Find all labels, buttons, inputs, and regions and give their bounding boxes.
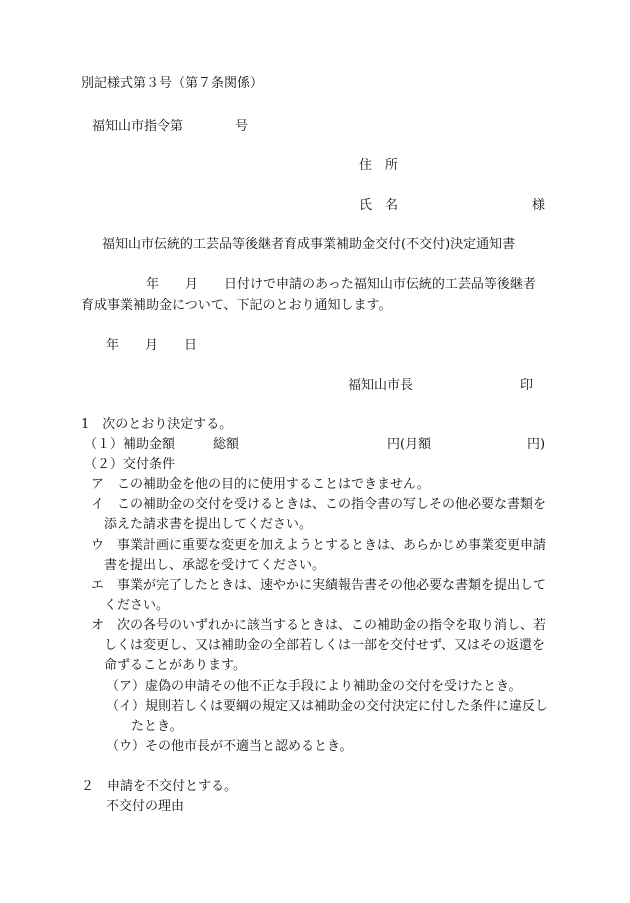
name-label: 氏 名 [359, 198, 399, 213]
sub-item-u: （ウ）その他市長が不適当と認めるとき。 [106, 739, 353, 754]
sub-item-i-line-2: たとき。 [131, 719, 183, 734]
condition-i-line-1: イ この補助金の交付を受けるときは、この指令書の写しその他必要な書類を [91, 497, 547, 512]
condition-o-line-2: しくは変更し、又は補助金の全部若しくは一部を交付せず、又はその返還を [104, 638, 545, 653]
condition-e-line-1: エ 事業が完了したときは、速やかに実績報告書その他必要な書類を提出して [91, 578, 547, 593]
sub-item-i-line-1: （イ）規則若しくは要綱の規定又は補助金の交付決定に付した条件に違反し [106, 699, 549, 714]
sub-item-a: （ア）虚偽の申請その他不正な手段により補助金の交付を受けたとき。 [106, 679, 522, 694]
honorific: 様 [532, 198, 546, 213]
condition-a: ア この補助金を他の目的に使用することはできません。 [91, 477, 430, 492]
section-2-heading: ２ 申請を不交付とする。 [81, 779, 238, 794]
condition-i-line-2: 添えた請求書を提出してください。 [104, 517, 313, 532]
condition-o-line-3: 命ずることがあります。 [104, 658, 246, 673]
yen-monthly-label: 円(月額 [387, 437, 432, 452]
total-label: 総額 [213, 437, 240, 452]
condition-e-line-2: ください。 [104, 598, 170, 613]
condition-u-line-1: ウ 事業計画に重要な変更を加えようとするときは、あらかじめ事業変更申請 [91, 538, 547, 553]
conditions-label: （２）交付条件 [84, 457, 176, 472]
mayor-title: 福知山市長 [348, 378, 414, 393]
yen-close-label: 円) [527, 437, 546, 452]
form-number: 別記様式第３号（第７条関係） [81, 76, 264, 91]
condition-o-line-1: オ 次の各号のいずれかに該当するときは、この補助金の指令を取り消し、若 [91, 618, 547, 633]
subsidy-amount-label: （１）補助金額 [84, 437, 176, 452]
condition-u-line-2: 書を提出し、承認を受けてください。 [104, 558, 326, 573]
address-label: 住 所 [359, 158, 399, 173]
document-title: 福知山市伝統的工芸品等後継者育成事業補助金交付(不交付)決定通知書 [102, 237, 516, 252]
non-grant-reason-label: 不交付の理由 [106, 799, 185, 814]
section-1-heading: 1 次のとおり決定する。 [81, 417, 233, 432]
seal-mark: 印 [520, 378, 534, 393]
intro-line-1: 年 月 日付けで申請のあった福知山市伝統的工芸品等後継者 [146, 277, 536, 292]
intro-line-2: 育成事業補助金について、下記のとおり通知します。 [81, 298, 392, 313]
order-number: 福知山市指令第 号 [92, 119, 249, 134]
date-line: 年 月 日 [106, 338, 198, 353]
